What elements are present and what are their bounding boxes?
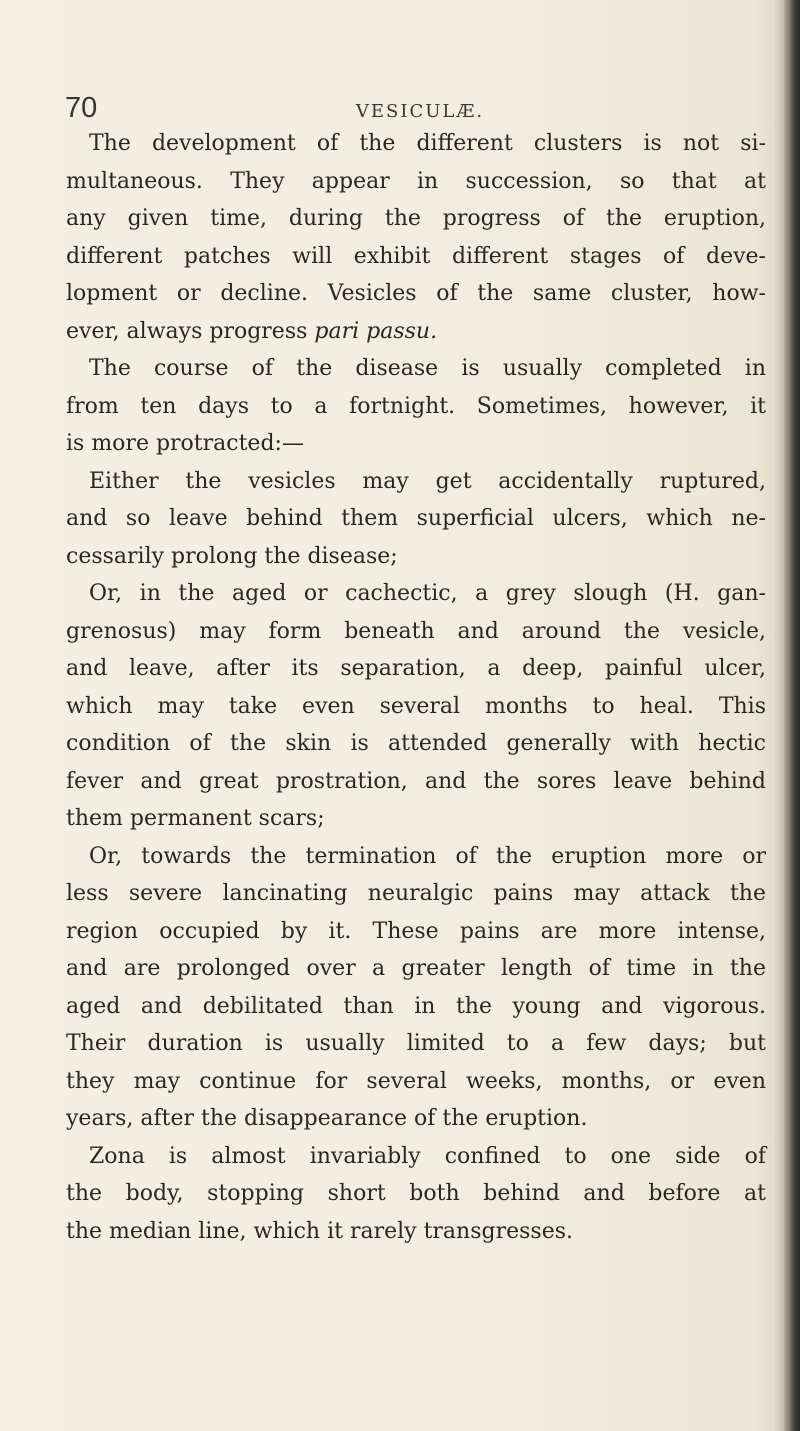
italic-phrase: pari passu. <box>314 318 438 344</box>
text-line: aged and debilitated than in the young and vigorous. <box>66 993 766 1019</box>
text-line: The development of the different clusters is not si- <box>89 131 766 156</box>
text-line: they may continue for several weeks, months, or even <box>66 1068 766 1094</box>
body-text <box>66 125 766 1250</box>
text-line: years, after the disappearance of the eruption. <box>66 1106 588 1131</box>
page-gutter-shadow <box>774 0 784 1431</box>
page-edge <box>784 0 800 1431</box>
text-line: them permanent scars; <box>66 806 325 831</box>
text-line: Or, in the aged or cachectic, a grey slough (H. gan- <box>89 581 766 606</box>
page-number: 70 <box>65 92 98 124</box>
text-line <box>66 313 766 351</box>
text-line: multaneous. They appear in succession, so that at <box>66 168 766 194</box>
text-line: the body, stopping short both behind and before at <box>66 1181 766 1206</box>
text-line: Zona is almost invariably confined to one side of <box>89 1143 766 1169</box>
text-line: and so leave behind them superficial ulcers, which ne- <box>66 506 766 531</box>
text-line: and leave, after its separation, a deep, painful ulcer, <box>66 656 766 681</box>
text-line-roman: ever, always progress <box>66 318 315 344</box>
running-head: VESICULÆ. <box>355 101 485 122</box>
text-line: different patches will exhibit different stages of deve- <box>66 243 766 269</box>
text-line: less severe lancinating neuralgic pains may attack the <box>66 881 766 906</box>
text-line: which may take even several months to heal. This <box>66 693 766 719</box>
text-line: condition of the skin is attended generally with hectic <box>66 731 766 756</box>
text-line: Their duration is usually limited to a few days; but <box>66 1031 766 1056</box>
text-line: region occupied by it. These pains are more intense, <box>66 918 766 944</box>
text-line: Either the vesicles may get accidentally ruptured, <box>89 468 766 494</box>
text-line: the median line, which it rarely transgresses. <box>66 1218 573 1244</box>
text-line: grenosus) may form beneath and around the vesicle, <box>66 618 766 644</box>
text-line: is more protracted:— <box>66 431 304 456</box>
text-line: any given time, during the progress of the eruption, <box>66 206 766 231</box>
text-line: and are prolonged over a greater length of time in the <box>66 956 766 981</box>
text-line: fever and great prostration, and the sores leave behind <box>66 768 766 794</box>
text-line: The course of the disease is usually completed in <box>89 356 766 381</box>
text-line: cessarily prolong the disease; <box>66 543 398 569</box>
text-line: lopment or decline. Vesicles of the same cluster, how- <box>66 281 766 306</box>
text-line: Or, towards the termination of the eruption more or <box>89 843 766 869</box>
text-line: from ten days to a fortnight. Sometimes, however, it <box>66 393 766 419</box>
